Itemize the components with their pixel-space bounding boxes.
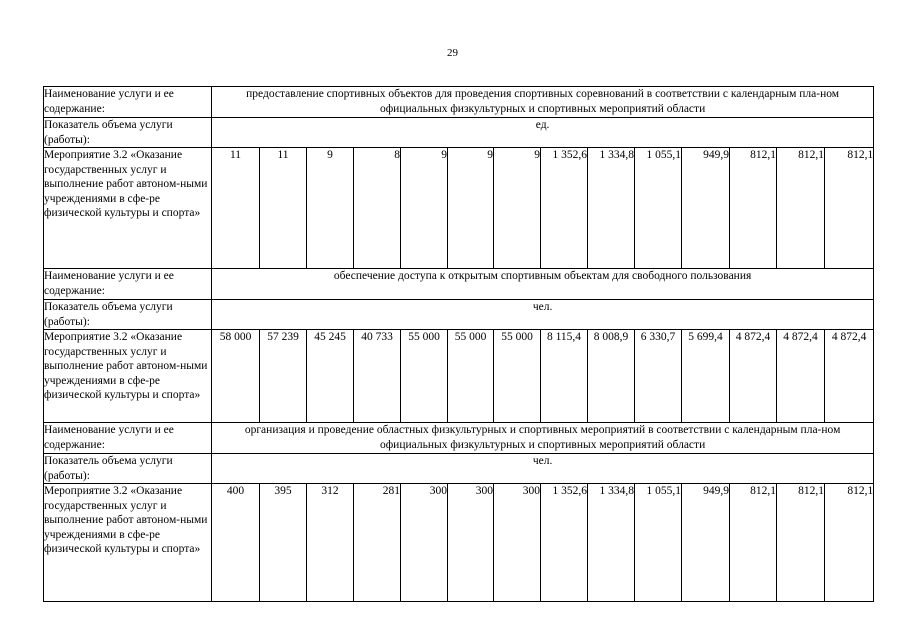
value-cell: 812,1 — [777, 148, 825, 269]
value-cell: 45 245 — [307, 330, 354, 423]
value-cell: 812,1 — [777, 484, 825, 602]
value-cell: 8 008,9 — [588, 330, 635, 423]
value-cell: 57 239 — [260, 330, 307, 423]
value-cell: 9 — [307, 148, 354, 269]
service-name-row — [44, 269, 874, 300]
value-cell: 300 — [448, 484, 494, 602]
page-number: 29 — [447, 47, 458, 59]
value-cell: 1 352,6 — [541, 484, 588, 602]
value-cell: 11 — [260, 148, 307, 269]
value-cell: 8 — [354, 148, 401, 269]
indicator-label: Показатель объема услуги (работы): — [44, 454, 212, 484]
indicator-label: Показатель объема услуги (работы): — [44, 300, 212, 330]
value-cell: 4 872,4 — [730, 330, 777, 423]
value-cell: 9 — [448, 148, 494, 269]
value-cell: 6 330,7 — [635, 330, 682, 423]
activity-row — [44, 330, 874, 423]
activity-row — [44, 148, 874, 269]
activity-label: Мероприятие 3.2 «Оказание государственных услуг и выполнение работ автоном-ными учреждениями в сфе-ре физической культуры и спорта» — [44, 148, 212, 269]
value-cell: 812,1 — [825, 148, 874, 269]
value-cell: 40 733 — [354, 330, 401, 423]
service-description: предоставление спортивных объектов для проведения спортивных соревнований в соответствии с календарным пла-ном официальных физкультурных и спортивных мероприятий области — [212, 87, 874, 118]
value-cell: 11 — [212, 148, 260, 269]
value-cell: 949,9 — [682, 148, 730, 269]
value-cell: 312 — [307, 484, 354, 602]
service-description: организация и проведение областных физкультурных и спортивных мероприятий в соответствии с календарным пла-ном официальных физкультурных и спортивных мероприятий области — [212, 423, 874, 454]
service-name-label: Наименование услуги и ее содержание: — [44, 269, 212, 300]
service-description: обеспечение доступа к открытым спортивным объектам для свободного пользования — [212, 269, 874, 300]
value-cell: 1 334,8 — [588, 148, 635, 269]
value-cell: 1 352,6 — [541, 148, 588, 269]
indicator-label: Показатель объема услуги (работы): — [44, 118, 212, 148]
value-cell: 58 000 — [212, 330, 260, 423]
value-cell: 9 — [494, 148, 541, 269]
value-cell: 55 000 — [494, 330, 541, 423]
value-cell: 9 — [401, 148, 448, 269]
service-name-row — [44, 423, 874, 454]
indicator-row — [44, 118, 874, 148]
value-cell: 300 — [401, 484, 448, 602]
activity-row — [44, 484, 874, 602]
value-cell: 395 — [260, 484, 307, 602]
value-cell: 1 055,1 — [635, 148, 682, 269]
indicator-row — [44, 454, 874, 484]
indicator-unit: ед. — [212, 118, 874, 148]
value-cell: 812,1 — [730, 484, 777, 602]
indicator-unit: чел. — [212, 454, 874, 484]
activity-label: Мероприятие 3.2 «Оказание государственных услуг и выполнение работ автоном-ными учреждениями в сфе-ре физической культуры и спорта» — [44, 330, 212, 423]
value-cell: 300 — [494, 484, 541, 602]
value-cell: 949,9 — [682, 484, 730, 602]
service-name-label: Наименование услуги и ее содержание: — [44, 423, 212, 454]
value-cell: 8 115,4 — [541, 330, 588, 423]
value-cell: 400 — [212, 484, 260, 602]
value-cell: 281 — [354, 484, 401, 602]
service-name-row — [44, 87, 874, 118]
value-cell: 1 334,8 — [588, 484, 635, 602]
value-cell: 1 055,1 — [635, 484, 682, 602]
value-cell: 4 872,4 — [777, 330, 825, 423]
value-cell: 5 699,4 — [682, 330, 730, 423]
value-cell: 4 872,4 — [825, 330, 874, 423]
activity-label: Мероприятие 3.2 «Оказание государственных услуг и выполнение работ автоном-ными учреждениями в сфе-ре физической культуры и спорта» — [44, 484, 212, 602]
value-cell: 812,1 — [825, 484, 874, 602]
indicator-unit: чел. — [212, 300, 874, 330]
value-cell: 812,1 — [730, 148, 777, 269]
indicator-row — [44, 300, 874, 330]
service-name-label: Наименование услуги и ее содержание: — [44, 87, 212, 118]
value-cell: 55 000 — [448, 330, 494, 423]
value-cell: 55 000 — [401, 330, 448, 423]
table-body — [44, 87, 874, 602]
service-table — [43, 86, 874, 602]
